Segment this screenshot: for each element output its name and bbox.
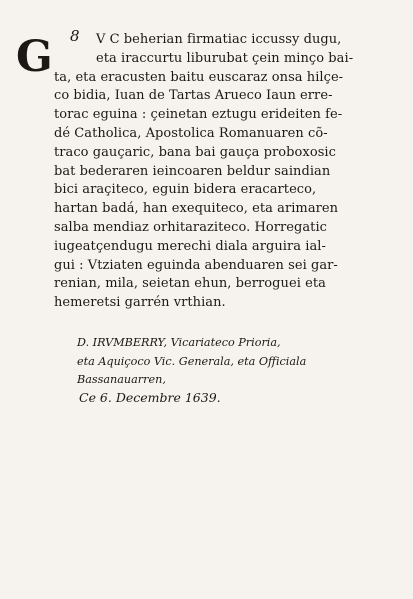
drop-cap: G [16, 32, 53, 82]
signature-line: eta Aquiçoco Vic. Generala, eta Officiala [77, 354, 307, 368]
text-line: co bidia, Iuan de Tartas Arueco Iaun erre- [54, 88, 333, 104]
text-line: gui : Vtziaten eguinda abenduaren sei gar- [54, 257, 338, 273]
text-line: hemeretsi garrén vrthian. [54, 295, 226, 311]
page-number: 8 [70, 27, 80, 45]
date-line: Ce 6. Decembre 1639. [79, 390, 221, 405]
text-line: traco gauçaric, bana bai gauça proboxosic [54, 144, 336, 160]
signature-line: D. IRVMBERRY, Vicariateco Prioria, [77, 336, 281, 349]
text-line: dé Catholica, Apostolica Romanuaren cõ- [54, 125, 328, 141]
text-line: ta, eta eracusten baitu euscaraz onsa hilçe- [54, 69, 344, 85]
text-line: hartan badá, han exequiteco, eta arimaren [54, 201, 339, 217]
text-line: iugeatçendugu merechi diala arguira ial- [54, 238, 326, 254]
text-line: bat bederaren ieincoaren beldur saindian [54, 163, 331, 179]
text-line: renian, mila, seietan ehun, berroguei eta [54, 276, 326, 292]
text-line: torac eguina : çeinetan eztugu erideiten fe- [54, 107, 343, 123]
text-line: bici araçiteco, eguin bidera eracarteco, [54, 182, 317, 198]
body-text [54, 27, 358, 313]
signature-block [77, 334, 367, 390]
text-line: V C beherian firmatiac iccussy dugu, [96, 32, 342, 47]
signature-line: Bassanauarren, [77, 373, 166, 386]
text-line: eta iraccurtu liburubat çein minço bai- [96, 50, 354, 66]
text-line: salba mendiaz orhitaraziteco. Horregatic [54, 219, 327, 235]
